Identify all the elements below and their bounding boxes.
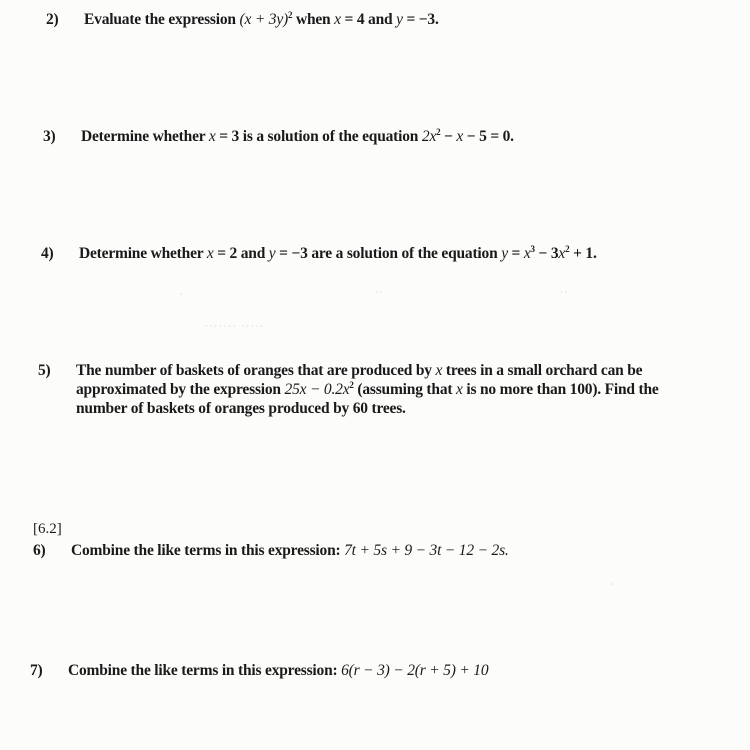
exponent: 2 (287, 9, 293, 20)
question-line (38, 362, 642, 379)
question-text: = 2 and (213, 245, 269, 262)
scan-speck: · · (560, 288, 568, 297)
question-2 (46, 10, 439, 29)
math-expression: x (456, 128, 464, 145)
math-expression: 2x (421, 128, 437, 145)
math-expression: x (456, 381, 463, 398)
question-text: approximated by the expression (76, 381, 285, 398)
question-text: Combine the like terms in this expression: (68, 662, 342, 679)
math-expression: x (208, 128, 216, 145)
question-text: = 3 is a solution of the equation (215, 128, 422, 145)
question-text: − 5 = 0. (463, 128, 514, 145)
question-text: trees in a small orchard can be (442, 362, 643, 379)
question-text: Combine the like terms in this expression: (71, 542, 345, 559)
math-expression: 6(r − 3) − 2(r + 5) + 10 (341, 662, 489, 679)
question-number: 7) (30, 662, 43, 679)
question-number: 3) (43, 128, 56, 145)
math-expression: y (268, 245, 276, 262)
question-text: The number of baskets of oranges that are produced by (76, 362, 436, 379)
question-number: 4) (41, 245, 54, 262)
question-text: Determine whether (81, 128, 209, 145)
exponent: 2 (349, 379, 354, 390)
question-text: = −3. (402, 11, 439, 28)
math-expression: x (435, 362, 443, 379)
question-line (33, 542, 509, 559)
question-line (43, 128, 514, 145)
scan-speck: · (180, 290, 183, 299)
exponent: 2 (565, 243, 570, 254)
scan-speck: ······· ····· (205, 322, 265, 331)
question-line (46, 11, 439, 28)
question-text: when (292, 11, 335, 28)
question-text: number of baskets of oranges produced by 60 trees. (76, 400, 406, 417)
question-3 (43, 127, 514, 146)
exponent: 2 (436, 126, 441, 137)
question-text: − 3 (534, 245, 559, 262)
question-6 (33, 541, 509, 560)
exponent: 3 (530, 243, 535, 254)
question-line (38, 399, 659, 418)
math-expression: x (206, 245, 214, 262)
math-expression: x (334, 11, 341, 28)
math-expression: x (558, 245, 566, 262)
question-7 (30, 661, 488, 680)
math-expression: y (501, 245, 508, 262)
question-number: 2) (46, 11, 59, 28)
math-expression: x (523, 245, 531, 262)
question-number: 5) (38, 362, 51, 379)
question-number: 6) (33, 542, 46, 559)
question-text: = −3 are a solution of the equation (275, 245, 502, 262)
question-4 (41, 244, 597, 263)
question-text: (assuming that (353, 381, 457, 398)
question-text: = 4 and (340, 11, 397, 28)
question-text: − (440, 128, 457, 145)
math-expression: (x + 3y) (239, 11, 288, 28)
question-line (30, 662, 488, 679)
question-text: Evaluate the expression (84, 11, 240, 28)
question-text: = (507, 245, 524, 262)
scan-speck: · · (375, 288, 383, 297)
question-line (38, 380, 659, 399)
math-expression: 7t + 5s + 9 − 3t − 12 − 2s. (344, 542, 509, 559)
question-text: is no more than 100). Find the (462, 381, 659, 398)
section-label: [6.2] (33, 521, 62, 537)
question-text: Determine whether (79, 245, 207, 262)
question-line (41, 245, 597, 262)
question-5 (38, 361, 659, 418)
question-text: + 1. (569, 245, 597, 262)
scan-speck: · (610, 580, 613, 589)
math-expression: 25x − 0.2x (284, 381, 350, 398)
math-expression: y (396, 11, 403, 28)
